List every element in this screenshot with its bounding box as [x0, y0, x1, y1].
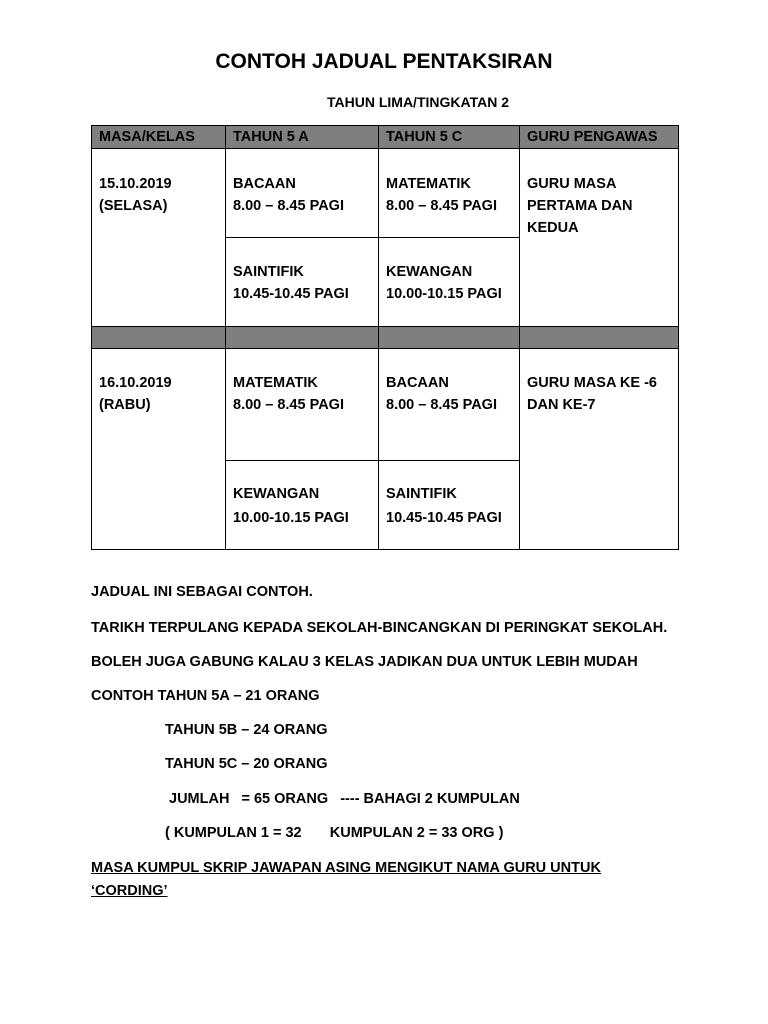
day-text: (SELASA)	[99, 198, 168, 214]
subject-cell	[379, 349, 520, 461]
date-text: 16.10.2019	[99, 375, 172, 391]
separator-cell	[92, 327, 226, 349]
date-text: 15.10.2019	[99, 176, 172, 192]
time-text: 10.00-10.15 PAGI	[386, 286, 502, 302]
note-line: CONTOH TAHUN 5A – 21 ORANG	[91, 688, 320, 704]
separator-cell	[226, 327, 379, 349]
guru-cell	[520, 349, 679, 550]
note-line: BOLEH JUGA GABUNG KALAU 3 KELAS JADIKAN DUA UNTUK LEBIH MUDAH	[91, 654, 638, 670]
guru-text: PERTAMA DAN	[527, 198, 633, 214]
header-guru-pengawas: GURU PENGAWAS	[520, 126, 679, 149]
separator-cell	[520, 327, 679, 349]
header-masa-kelas: MASA/KELAS	[92, 126, 226, 149]
note-line: JUMLAH = 65 ORANG ---- BAHAGI 2 KUMPULAN	[169, 791, 520, 807]
note-line: TAHUN 5C – 20 ORANG	[165, 756, 328, 772]
page-title: CONTOH JADUAL PENTAKSIRAN	[215, 50, 553, 73]
subject-text: BACAAN	[233, 176, 296, 192]
header-tahun-5c: TAHUN 5 C	[379, 126, 520, 149]
subject-text: SAINTIFIK	[386, 486, 457, 502]
subject-cell	[379, 461, 520, 550]
date-cell	[92, 149, 226, 327]
time-text: 10.45-10.45 PAGI	[386, 510, 502, 526]
day-text: (RABU)	[99, 397, 151, 413]
subject-text: KEWANGAN	[386, 264, 473, 280]
subject-text: SAINTIFIK	[233, 264, 304, 280]
header-row	[92, 126, 679, 149]
separator-cell	[379, 327, 520, 349]
note-line-underlined: ‘CORDING’	[91, 883, 168, 899]
note-line: TARIKH TERPULANG KEPADA SEKOLAH-BINCANGKAN DI PERINGKAT SEKOLAH.	[91, 620, 668, 636]
subject-cell	[226, 238, 379, 327]
subject-cell	[226, 461, 379, 550]
separator-row	[92, 327, 679, 349]
subject-text: MATEMATIK	[233, 375, 318, 391]
table-row	[92, 149, 679, 238]
subject-cell	[379, 149, 520, 238]
time-text: 8.00 – 8.45 PAGI	[386, 397, 497, 413]
subject-text: BACAAN	[386, 375, 449, 391]
guru-cell	[520, 149, 679, 327]
subject-text: KEWANGAN	[233, 486, 320, 502]
note-line: JADUAL INI SEBAGAI CONTOH.	[91, 584, 313, 600]
guru-text: GURU MASA KE -6	[527, 375, 657, 391]
header-tahun-5a: TAHUN 5 A	[226, 126, 379, 149]
subject-cell	[379, 238, 520, 327]
note-line: ( KUMPULAN 1 = 32 KUMPULAN 2 = 33 ORG )	[165, 825, 504, 841]
date-cell	[92, 349, 226, 550]
guru-text: GURU MASA	[527, 176, 617, 192]
table-row	[92, 349, 679, 461]
page-subtitle: TAHUN LIMA/TINGKATAN 2	[327, 94, 509, 110]
time-text: 10.00-10.15 PAGI	[233, 510, 349, 526]
time-text: 10.45-10.45 PAGI	[233, 286, 349, 302]
guru-text: KEDUA	[527, 220, 579, 236]
note-line: TAHUN 5B – 24 ORANG	[165, 722, 328, 738]
subject-text: MATEMATIK	[386, 176, 471, 192]
time-text: 8.00 – 8.45 PAGI	[386, 198, 497, 214]
time-text: 8.00 – 8.45 PAGI	[233, 397, 344, 413]
note-line-underlined: MASA KUMPUL SKRIP JAWAPAN ASING MENGIKUT NAMA GURU UNTUK	[91, 860, 601, 876]
subject-cell	[226, 349, 379, 461]
time-text: 8.00 – 8.45 PAGI	[233, 198, 344, 214]
guru-text: DAN KE-7	[527, 397, 596, 413]
subject-cell	[226, 149, 379, 238]
schedule-table	[91, 125, 679, 550]
